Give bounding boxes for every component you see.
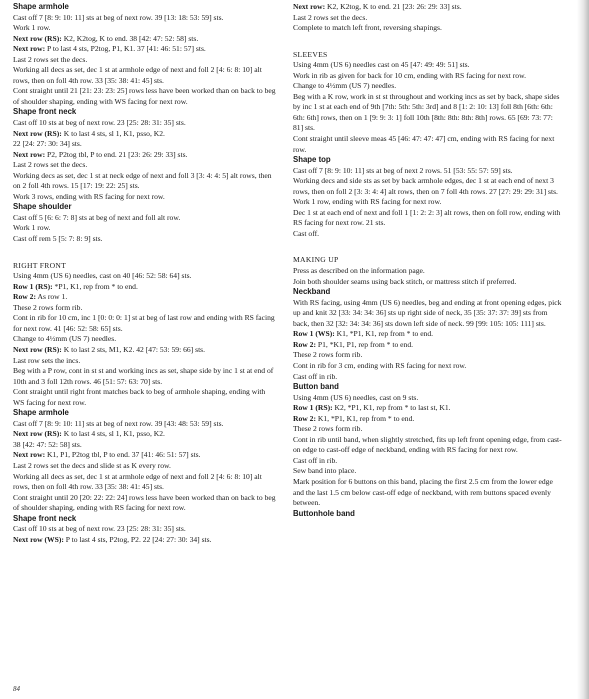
row-instruction [293,340,564,351]
section-spacer [293,34,564,50]
instruction-paragraph: Work 3 rows, ending with RS facing for next row. [13,191,165,201]
row-instruction [13,450,276,461]
row-instruction [13,44,276,55]
instruction-paragraph: Cast off 10 sts at beg of next row. 23 [25: 28: 31: 35] sts. [13,524,186,534]
row-instruction [293,414,564,425]
instruction-paragraph: These 2 rows form rib. [13,302,83,312]
row-text: K to last 4 sts, sl 1, K1, psso, K2. [61,128,165,138]
row-label: Next row (RS): [13,33,62,43]
row-instruction [13,282,276,293]
section-spacer [293,239,564,255]
instruction-paragraph: Join both shoulder seams using back stitch, or mattress stitch if preferred. [293,276,517,286]
instruction-paragraph: Cont straight until right front matches back to beg of armhole shaping, ending with WS facing for next row. [13,387,266,407]
instruction-paragraph: Cont straight until sleeve meas 45 [46: 47: 47: 47] cm, ending with RS facing for next row. [293,134,555,154]
instruction-paragraph: Cast off. [293,228,320,238]
instruction-paragraph: Working all decs as set, dec 1 st at armhole edge of next and foll 2 [4: 6: 8: 10] alt rows, then on foll 4th row. 33 [35: 38: 41: 45] sts. [13,471,262,492]
row-label: Row 1 (RS): [293,403,333,413]
instruction-paragraph: Dec 1 st at each end of next and foll 1 [1: 2: 2: 3] alt rows, then on foll row, ending with RS facing for next row. 21 sts. [293,207,561,228]
instruction-paragraph: Cont straight until 21 [21: 23: 23: 25] rows less have been worked than on back to beg of shoulder shaping, ending with WS facing for next row. [13,86,276,106]
row-instruction [293,2,564,13]
instruction-paragraph: Work in rib as given for back for 10 cm, ending with RS facing for next row. [293,70,526,80]
row-instruction [13,429,276,440]
part-heading: RIGHT FRONT [13,260,67,270]
row-label: Row 1 (RS): [13,281,53,291]
instruction-paragraph: Beg with a P row, cont in st st and working incs as set, shape side by inc 1 st at end of 10th and 3 foll 12th rows. 46 [51: 57: 63: 70] sts. [13,366,274,386]
section-heading: Shape shoulder [13,202,72,212]
instruction-paragraph: Work 1 row, ending with RS facing for next row. [293,197,442,207]
instruction-paragraph: These 2 rows form rib. [293,424,363,434]
instruction-paragraph: Last row sets the incs. [13,355,81,365]
row-text: *P1, K1, rep from * to end. [52,281,138,291]
instruction-paragraph: Beg with a K row, work in st st throughout and working incs as set by back, shape sides by inc 1 st at each end of 9th [7th: 5th: 5th: 3rd] and 8 [1: 2: 10: 13] foll 8th [6th: 6th: 6th: 6th] rows, then on 1 [9: 9: 3: 1] foll 10th [8th: 8th: 8th: 8th] rows. 65 [69: 73: 77: 81] sts. [293,91,560,133]
row-instruction [293,403,564,414]
row-label: Row 2: [293,339,316,349]
row-instruction [13,129,276,140]
right-column [293,2,564,519]
instruction-paragraph: Work 1 row. [13,23,51,33]
section-heading: Neckband [293,287,331,297]
row-text: K to last 4 sts, sl 1, K1, psso, K2. [61,429,165,439]
instruction-paragraph: Cont in rib for 3 cm, ending with RS facing for next row. [293,360,467,370]
row-instruction [13,150,276,161]
instruction-paragraph: Cast off 5 [6: 6: 7: 8] sts at beg of next and foll alt row. [13,212,181,222]
row-text: P to last 4 sts, P2tog, P1, K1. 37 [41: 46: 51: 57] sts. [45,44,206,54]
row-instruction [13,345,276,356]
row-text: K1, *P1, K1, rep from * to end. [316,413,415,423]
section-heading: Shape armhole [13,2,69,11]
instruction-paragraph: Cast off 10 sts at beg of next row. 23 [25: 28: 31: 35] sts. [13,118,186,128]
instruction-paragraph: Cont in rib until band, when slightly stretched, fits up left front opening edge, from cast-on edge to cast-off edge of neckband, ending with RS facing for next row. [293,434,562,455]
part-heading: SLEEVES [293,49,328,59]
row-label: Row 1 (WS): [293,329,335,339]
section-heading: Shape armhole [13,408,69,418]
instruction-paragraph: Working decs as set, dec 1 st at neck edge of next and foll 3 [3: 4: 4: 5] alt rows, then on 2 foll 4th rows. 15 [17: 19: 22: 25] sts. [13,170,272,191]
row-text: K1, P1, P2tog tbl, P to end. 37 [41: 46: 51: 57] sts. [45,450,201,460]
row-label: Row 2: [13,292,36,302]
instruction-paragraph: 38 [42: 47: 52: 58] sts. [13,439,82,449]
instruction-paragraph: Cont in rib for 10 cm, inc 1 [0: 0: 0: 1] st at beg of last row and ending with RS facing for next row. 41 [46: 52: 58: 65] sts. [13,313,275,333]
instruction-paragraph: Using 4mm (US 6) needles, cast on 9 sts. [293,392,419,402]
instruction-paragraph: Change to 4½mm (US 7) needles. [13,334,117,344]
row-text: K to last 2 sts, M1, K2. 42 [47: 53: 59: 66] sts. [61,344,206,354]
left-column [13,2,276,545]
instruction-paragraph: Mark position for 6 buttons on this band, placing the first 2.5 cm from the lower edge and the last 1.5 cm below cast-off edge of neckband, with rem buttons spaced evenly between. [293,476,553,508]
row-text: As row 1. [36,292,68,302]
instruction-paragraph: These 2 rows form rib. [293,350,363,360]
row-label: Next row (RS): [13,344,62,354]
section-heading: Shape top [293,155,331,165]
instruction-paragraph: Cast off in rib. [293,455,338,465]
instruction-paragraph: Sew band into place. [293,466,357,476]
row-label: Row 2: [293,413,316,423]
instruction-paragraph: Cast off rem 5 [5: 7: 8: 9] sts. [13,234,103,244]
instruction-paragraph: Complete to match left front, reversing shapings. [293,23,442,33]
instruction-paragraph: Cast off 7 [8: 9: 10: 11] sts at beg of next 2 rows. 51 [53: 55: 57: 59] sts. [293,165,513,175]
row-instruction [13,535,276,546]
instruction-paragraph: Cast off 7 [8: 9: 10: 11] sts at beg of next row. 39 [43: 48: 53: 59] sts. [13,418,224,428]
section-heading: Button band [293,382,339,392]
instruction-paragraph: Last 2 rows set the decs. [13,160,88,170]
row-text: K2, K2tog, K to end. 21 [23: 26: 29: 33] sts. [325,2,462,11]
row-label: Next row (WS): [13,534,64,544]
instruction-paragraph: With RS facing, using 4mm (US 6) needles, beg and ending at front opening edges, pick up and knit 32 [33: 34: 34: 36] sts up right side of neck, 35 [35: 37: 37: 39] sts from back, then 32 [32: 34: 34: 36] sts down left side of neck. 99 [99: 105: 105: 111] sts. [293,297,562,328]
row-label: Next row: [13,450,46,460]
page-edge-shadow [577,0,589,699]
instruction-paragraph: Change to 4½mm (US 7) needles. [293,81,397,91]
instruction-paragraph: Last 2 rows set the decs and slide st as K every row. [13,460,171,470]
instruction-paragraph: 22 [24: 27: 30: 34] sts. [13,139,82,149]
instruction-paragraph: Cast off in rib. [293,371,338,381]
row-instruction [13,292,276,303]
instruction-paragraph: Press as described on the information page. [293,266,425,276]
row-text: P2, P2tog tbl, P to end. 21 [23: 26: 29: 33] sts. [45,149,188,159]
row-label: Next row (RS): [13,128,62,138]
row-label: Next row (RS): [13,429,62,439]
row-label: Next row: [13,149,46,159]
section-heading: Shape front neck [13,513,77,523]
instruction-paragraph: Last 2 rows set the decs. [293,12,368,22]
row-label: Next row: [293,2,326,11]
instruction-paragraph: Cast off 7 [8: 9: 10: 11] sts at beg of next row. 39 [13: 18: 53: 59] sts. [13,12,224,22]
instruction-paragraph: Working all decs as set, dec 1 st at armhole edge of next and foll 2 [4: 6: 8: 10] alt rows, then on foll 4th row. 33 [35: 38: 41: 45] sts. [13,65,262,85]
section-heading: Buttonhole band [293,508,355,518]
section-heading: Shape front neck [13,107,77,117]
row-text: K2, *P1, K1, rep from * to last st, K1. [332,403,451,413]
row-label: Next row: [13,44,46,54]
instruction-paragraph: Using 4mm (US 6) needles, cast on 40 [46: 52: 58: 64] sts. [13,271,192,281]
row-text: K2, K2tog, K to end. 38 [42: 47: 52: 58] sts. [61,33,199,43]
instruction-paragraph: Work 1 row. [13,223,51,233]
instruction-paragraph: Last 2 rows set the decs. [13,54,88,64]
row-text: K1, *P1, K1, rep from * to end. [334,329,434,339]
page-number: 84 [13,685,20,693]
part-heading: MAKING UP [293,255,339,265]
row-instruction [13,34,276,45]
row-instruction [293,329,564,340]
instruction-paragraph: Using 4mm (US 6) needles cast on 45 [47: 49: 49: 51] sts. [293,60,470,70]
instruction-paragraph: Working decs and side sts as set by back armhole edges, dec 1 st at each end of next 3 rows, then on foll 2 [3: 3: 4: 4] alt rows, then on 7 foll 4th rows. 27 [27: 29: 29: 31] sts. [293,176,558,196]
instruction-paragraph: Cont straight until 20 [20: 22: 22: 24] rows less have been worked than on back to beg of shoulder shaping, ending with RS facing for next row. [13,492,276,513]
row-text: P to last 4 sts, P2tog, P2. 22 [24: 27: 30: 34] sts. [63,534,212,544]
section-spacer [13,245,276,261]
row-text: P1, *K1, P1, rep from * to end. [316,339,414,349]
